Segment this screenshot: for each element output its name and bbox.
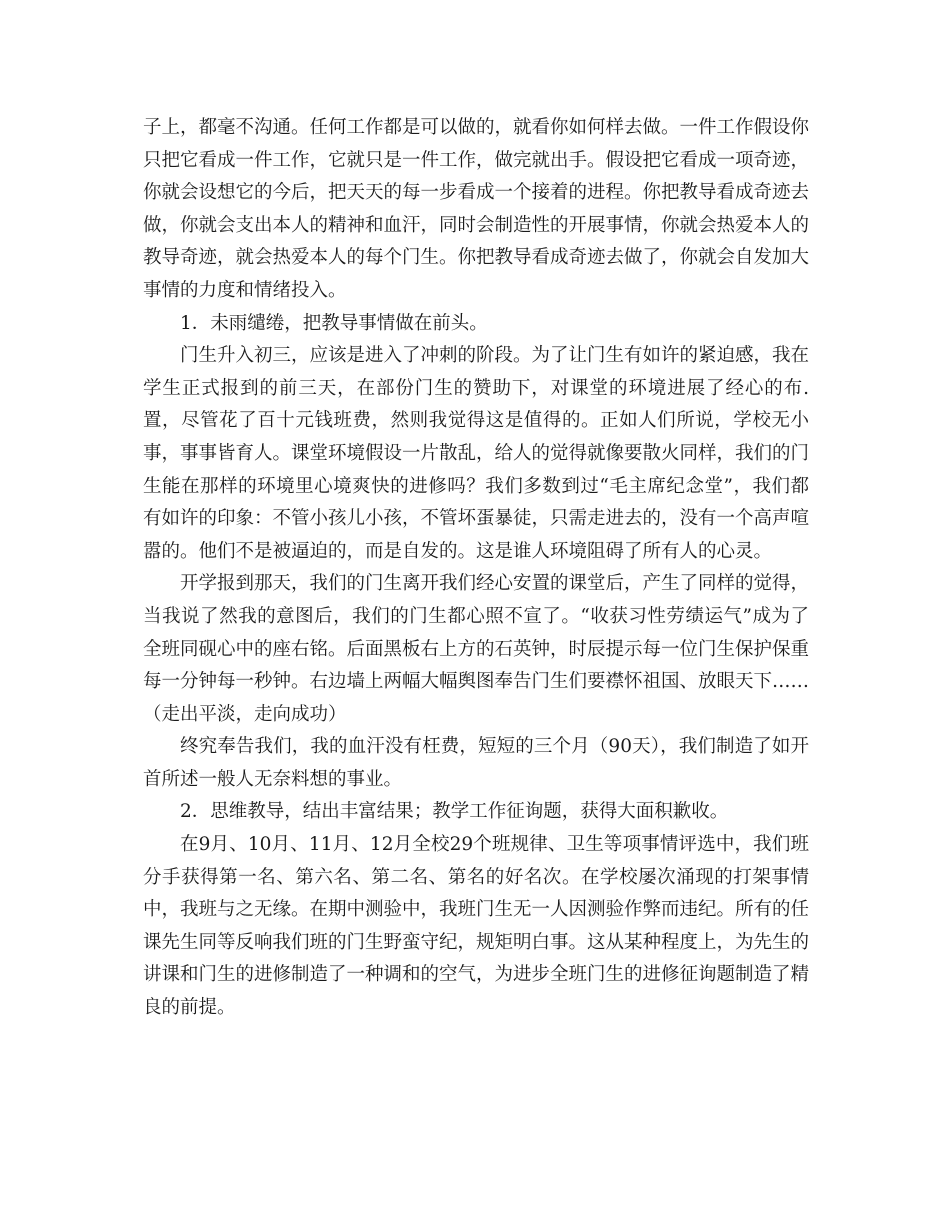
paragraph-continuation: 子上，都毫不沟通。任何工作都是可以做的，就看你如何样去做。一件工作假设你只把它看成一件工作，它就只是一件工作，做完就出手。假设把它看成一项奇迹，你就会设想它的今后，把天天的每一步看成一个接着的进程。你把教导看成奇迹去做，你就会支出本人的精神和血汗，同时会制造性的开展事情，你就会热爱本人的教导奇迹，就会热爱本人的每个门生。你把教导看成奇迹去做了，你就会自发加大事情的力度和情绪投入。 — [143, 117, 810, 301]
section-heading-2: 2．思维教导，结出丰富结果；教学工作征询题，获得大面积歉收。 — [180, 801, 729, 823]
section-heading-1: 1．未雨缱绻，把教导事情做在前头。 — [180, 312, 488, 334]
document-page — [143, 112, 809, 1025]
paragraph-rankings: 在9月、10月、11月、12月全校29个班规律、卫生等项事情评选中，我们班分手获得第一名、第六名、第二名、第名的好名次。在学校屡次涌现的打架事情中，我班与之无缘。在期中测验中，我班门生无一人因测验作弊而违纪。所有的任课先生同等反响我们班的门生野蛮守纪，规矩明白事。这从某种程度上，为先生的讲课和门生的进修制造了一种调和的空气，为进步全班门生的进修征询题制造了精良的前提。 — [143, 834, 810, 1019]
paragraph-opening-day: 开学报到那天，我们的门生离开我们经心安置的课堂后，产生了同样的觉得，当我说了然我的意图后，我们的门生都心照不宣了。“收获习性劳绩运气”成为了全班同砚心中的座右铭。后面黑板右上方的石英钟，时辰提示每一位门生保护保重每一分钟每一秒钟。右边墙上两幅大幅舆图奉告门生们要襟怀祖国、放眼天下……（走出平淡，走向成功） — [143, 573, 810, 725]
paragraph-result: 终究奉告我们，我的血汗没有枉费，短短的三个月（90天），我们制造了如开首所述一般人无奈料想的事业。 — [143, 736, 809, 790]
paragraph-classroom-environment: 门生升入初三，应该是进入了冲刺的阶段。为了让门生有如许的紧迫感，我在学生正式报到的前三天，在部份门生的赞助下，对课堂的环境进展了经心的布.置，尽管花了百十元钱班费，然则我觉得这是值得的。正如人们所说，学校无小事，事事皆育人。课堂环境假设一片散乱，给人的觉得就像要散火同样，我们的门生能在那样的环境里心境爽快的进修吗？我们多数到过“毛主席纪念堂”，我们都有如许的印象：不管小孩儿小孩，不管坏蛋暴徒，只需走进去的，没有一个高声喧嚣的。他们不是被逼迫的，而是自发的。这是谁人环境阻碍了所有人的心灵。 — [143, 345, 810, 562]
